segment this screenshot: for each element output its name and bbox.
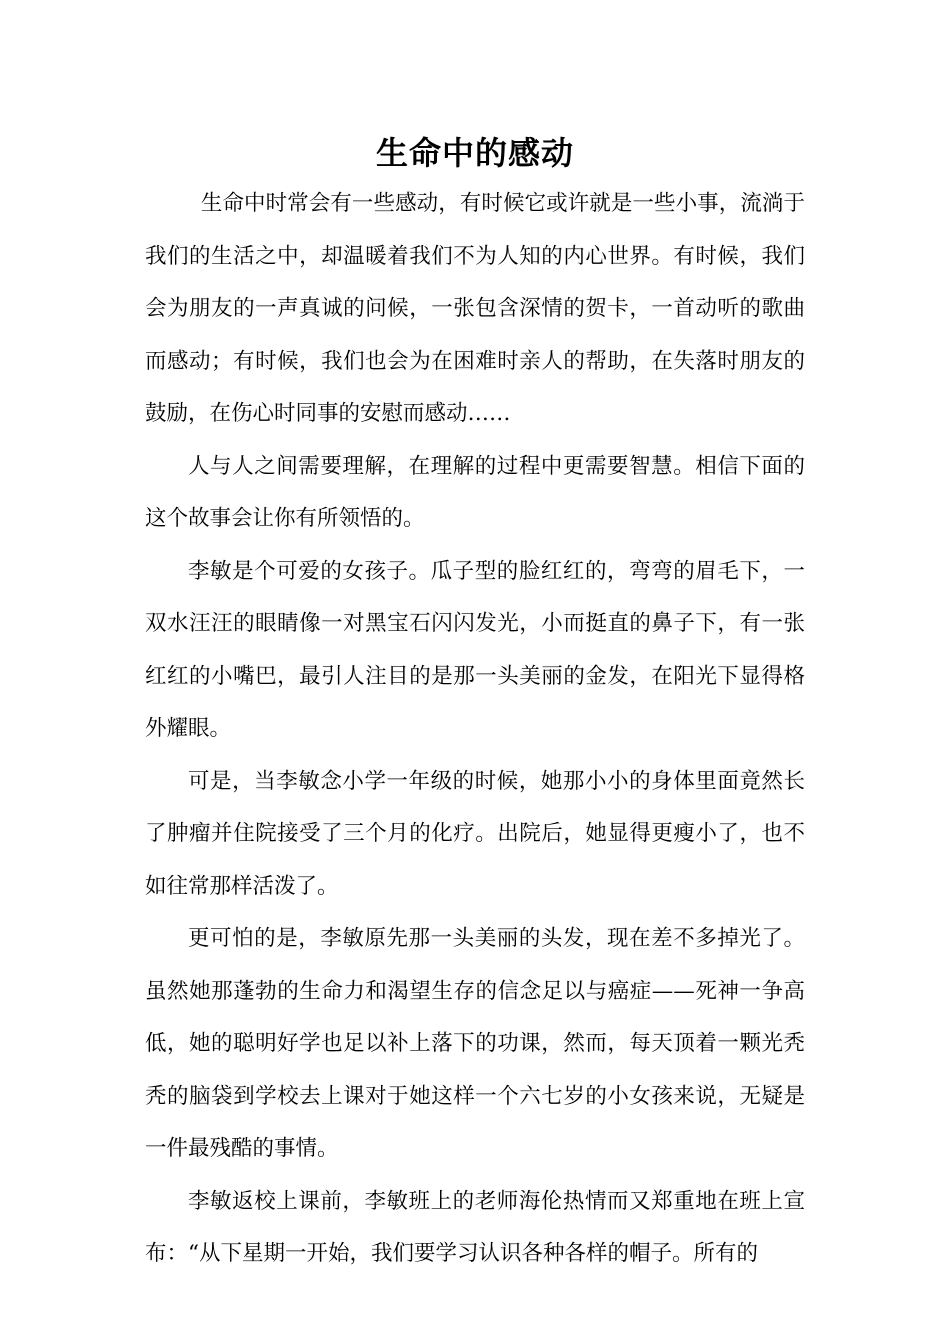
paragraph-5: 更可怕的是，李敏原先那一头美丽的头发，现在差不多掉光了。虽然她那蓬勃的生命力和渴望生存的信念足以与癌症——死神一争高低，她的聪明好学也足以补上落下的功课，然而，每天顶着一颗光秃秃的脑袋到学校去上课对于她这样一个六七岁的小女孩来说，无疑是一件最残酷的事情。 xyxy=(145,926,805,1161)
paragraph-2: 人与人之间需要理解，在理解的过程中更需要智慧。相信下面的这个故事会让你有所领悟的。 xyxy=(145,453,805,531)
paragraph-6: 李敏返校上课前，李敏班上的老师海伦热情而又郑重地在班上宣布：“从下星期一开始，我们要学习认识各种各样的帽子。所有的 xyxy=(145,1188,805,1266)
paragraph-1: 生命中时常会有一些感动，有时候它或许就是一些小事，流淌于我们的生活之中，却温暖着我们不为人知的内心世界。有时候，我们会为朋友的一声真诚的问候，一张包含深情的贺卡，一首动听的歌曲而感动；有时候，我们也会为在困难时亲人的帮助，在失落时朋友的鼓励，在伤心时同事的安慰而感动…… xyxy=(145,191,805,426)
document-title: 生命中的感动 xyxy=(375,134,574,172)
document-page xyxy=(145,128,805,1281)
paragraph-3: 李敏是个可爱的女孩子。瓜子型的脸红红的，弯弯的眉毛下，一双水汪汪的眼睛像一对黑宝石闪闪发光，小而挺直的鼻子下，有一张红红的小嘴巴，最引人注目的是那一头美丽的金发，在阳光下显得格外耀眼。 xyxy=(145,558,805,741)
paragraph-4: 可是，当李敏念小学一年级的时候，她那小小的身体里面竟然长了肿瘤并住院接受了三个月的化疗。出院后，她显得更瘦小了，也不如往常那样活泼了。 xyxy=(145,768,805,899)
